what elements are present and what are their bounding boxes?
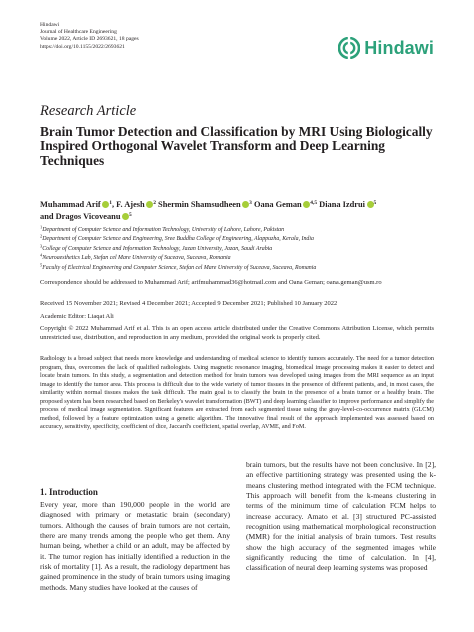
article-type: Research Article (40, 103, 137, 119)
hindawi-logo (338, 37, 434, 59)
author-name: Muhammad Arif (40, 200, 101, 209)
affiliation (40, 226, 434, 235)
author (158, 200, 254, 209)
author-affiliation-number: 5 (129, 212, 132, 218)
author-name: Shermin Shamsudheen (158, 200, 241, 209)
author-list (40, 199, 434, 223)
author-name: Diana Izdrui (319, 200, 366, 209)
affiliation-text: Faculty of Electrical Engineering and Computer Science, Stefan cel Mare University of Suceava, Suceava, Romania (42, 264, 317, 271)
journal-meta (40, 22, 139, 51)
publisher-name: Hindawi (40, 22, 60, 28)
author-separator: , (111, 200, 117, 209)
affiliation-text: College of Computer Science and Information Technology, Jazan University, Jazan, Saudi Arabia (42, 245, 273, 252)
author (40, 200, 116, 209)
orcid-icon[interactable] (122, 213, 129, 220)
correspondence: Correspondence should be addressed to Muhammad Arif; arifmuhammad36@hotmail.com and Oana Geman; oana.geman@usm.ro (40, 279, 382, 286)
intro-text-right: brain tumors, but the results have not been conclusive. In [2], an effective partitioning strategy was presented using the k-means clustering method integrated with the FCM technique. This approach will benefit from the k-means clustering in terms of the minimum time of calculation FCM helps to increase accuracy. Amato et al. [3] structured PC-assisted recognition using mathematical morphological reconstruction (MMR) for the initial analysis of brain tumors. Test results show the high accuracy of the segmented images while significantly reducing the time of calculation. In [4], classification of neural deep learning systems was proposed (246, 460, 436, 573)
affiliation (40, 264, 434, 273)
affiliation-number: 4 (40, 252, 43, 258)
academic-editor: Academic Editor: Liaqat Ali (40, 313, 114, 320)
intro-text-left: Every year, more than 190,000 people in the world are diagnosed with primary or metastatic brain (secondary) tumors. Although the causes of brain tumors are not certain, there are many trends among the people who get them. Any human being, whether a child or an adult, may be affected by it. The tumor region has initially identified a reduction in the risk of mortality [1]. As a result, the radiology department has gained prominence in the study of brain tumors using imaging methods. Many studies have looked at the causes of (40, 500, 230, 592)
affiliation (40, 245, 434, 254)
affiliation-number: 3 (40, 243, 43, 249)
author (116, 200, 158, 209)
affiliation-list (40, 226, 434, 273)
affiliation-text: Department of Computer Science and Information Technology, University of Lahore, Lahore, Pakistan (42, 227, 285, 233)
affiliation-number: 2 (40, 233, 43, 239)
article-title: Brain Tumor Detection and Classification by MRI Using Biologically Inspired Orthogonal Wavelet Transform and Deep Learning Techniques (40, 124, 433, 168)
author-name: and Dragos Vicoveanu (40, 212, 121, 221)
author (254, 200, 319, 209)
author-name: Oana Geman (254, 200, 302, 209)
logo-wordmark: Hindawi (364, 37, 434, 58)
affiliation (40, 235, 434, 244)
author (40, 212, 132, 221)
author (319, 200, 376, 209)
affiliation-text: Neuroaesthetics Lab, Stefan cel Mare University of Suceava, Suceava, Romania (42, 255, 231, 262)
author-affiliation-number: 5 (373, 200, 377, 206)
affiliation-number: 1 (40, 224, 43, 230)
author-affiliation-number: 1 (109, 200, 112, 206)
article-dates: Received 15 November 2021; Revised 4 December 2021; Accepted 9 December 2021; Published 10 January 2022 (40, 300, 338, 307)
author-affiliation-number: 3 (249, 200, 252, 206)
journal-title: Journal of Healthcare Engineering (40, 29, 117, 36)
orcid-icon[interactable] (367, 201, 374, 208)
hindawi-logo-icon (338, 37, 360, 59)
abstract: Radiology is a broad subject that needs more knowledge and understanding of medical science to identify tumors accurately. The need for a tumor detection program, thus, overcomes the lack of qualified radiologists. Using magnetic resonance imaging, biomedical image processing makes it easier to detect and locate brain tumors. In this study, a segmentation and detection method for brain tumors was developed using images from the MRI sequence as an input image to identify the tumor area. This process is difficult due to the wide variety of tumor tissues in the presence of different patients, and, in most cases, the similarity within normal tissues makes the task difficult. The main goal is to classify the brain in the presence of a brain tumor or a healthy brain. The proposed system has been researched based on Berkeley's wavelet transformation (BWT) and deep learning classifier to improve performance and simplify the process of medical image segmentation. Significant features are extracted from each segmented tissue using the gray-level-co-occurrence matrix (GLCM) method, followed by a feature optimization using a genetic algorithm. The innovative final result of the approach implemented was assessed based on accuracy, sensitivity, specificity, coefficient of dice, Jaccard's coefficient, spatial overlap, AVME, and FoM. (40, 355, 434, 431)
affiliation-number: 5 (40, 262, 43, 268)
author-name: F. Ajesh (116, 200, 145, 209)
affiliation-text: Department of Computer Science and Engineering, Sree Buddha College of Engineering, Alappuzha, Kerala, India (42, 236, 314, 243)
copyright-notice: Copyright © 2022 Muhammad Arif et al. This is an open access article distributed under the Creative Commons Attribution License, which permits unrestricted use, distribution, and reproduction in any medium, provided the original work is properly cited. (40, 325, 434, 342)
doi-link[interactable]: https://doi.org/10.1155/2022/2693621 (40, 43, 125, 50)
author-affiliation-number: 4,5 (310, 200, 318, 206)
section-heading: 1. Introduction (40, 487, 98, 497)
author-affiliation-number: 2 (153, 200, 156, 206)
affiliation (40, 254, 434, 263)
volume-info: Volume 2022, Article ID 2693621, 18 pages (40, 36, 139, 43)
